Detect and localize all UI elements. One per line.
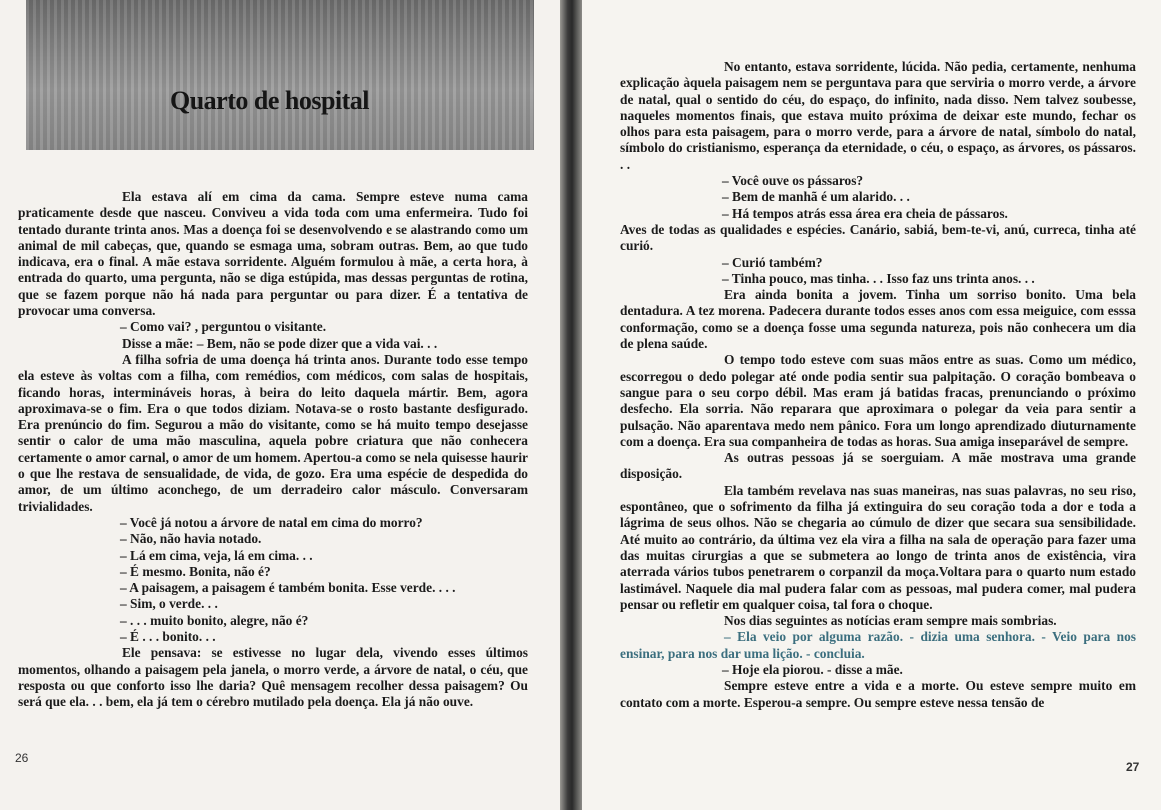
dialogue-line: – Ela veio por alguma razão. - dizia uma senhora. - Veio para nos ensinar, para nos dar uma lição. - concluia. [620,629,1136,661]
dialogue-line: – Sim, o verde. . . [120,596,218,612]
dialogue-line: – Curió também? [722,254,823,270]
paragraph: Aves de todas as qualidades e espécies. Canário, sabiá, bem-te-vi, anú, curreca, tinha até curió. [620,221,1136,254]
right-page [582,0,1161,810]
dialogue-line: – Não, não havia notado. [120,531,262,547]
book-gutter [560,0,582,810]
dialogue-line: – É mesmo. Bonita, não é? [120,563,271,579]
page-number-left: 26 [15,751,29,765]
dialogue-line: – Como vai? , perguntou o visitante. [120,319,327,335]
paragraph: Nos dias seguintes as notícias eram sempre mais sombrias. [724,613,1057,629]
paragraph: Disse a mãe: – Bem, não se pode dizer que a vida vai. . . [122,335,438,351]
paragraph: A filha sofria de uma doença há trinta anos. Durante todo esse tempo ela esteve às voltas com a filha, com remédios, com médicos, com salas de hospitais, ficando horas, intermináveis horas, à beira do leito daquela mártir. Bem, agora aproximava-se o fim. Era o que todos diziam. Notava-se o rosto bastante desfigurado. Era prenúncio do fim. Segurou a mão do visitante, como se há muito tempo desejasse sentir o calor de uma mão masculina, aquela pobre criatura que não conhecera certamente o amor carnal, o amor de um homem. Apertou-a como se nela quisesse haurir o que lhe restava de sensualidade, de vida, de gozo. Era uma espécie de despedida do amor, de um último aconchego, de um derradeiro calor másculo. Conversaram trivialidades. [18,351,528,514]
dialogue-line: – Há tempos atrás essa área era cheia de pássaros. [722,205,1008,221]
dialogue-line: – A paisagem, a paisagem é também bonita. Esse verde. . . . [120,580,456,596]
page-number-right: 27 [1126,760,1140,774]
dialogue-line: – É . . . bonito. . . [120,629,216,645]
dialogue-line: – . . . muito bonito, alegre, não é? [120,612,309,628]
dialogue-line: – Hoje ela piorou. - disse a mãe. [722,661,903,677]
dialogue-line: – Lá em cima, veja, lá em cima. . . [120,547,313,563]
paragraph: Ela estava alí em cima da cama. Sempre esteve numa cama praticamente desde que nasceu. Conviveu a vida toda com uma enfermeira. Tudo foi tentado durante trinta anos. Mas a doença foi se desenvolvendo e se alastrando como um animal de mil cabeças, que, quando se esmaga uma, sobram outras. Bem, ao que tudo indicava, era o final. A mãe estava sorridente. Alguém formulou à mãe, a certa hora, à entrada do quarto, uma pergunta, não se diga estúpida, mas dessas perguntas de rotina, que se fazem porque não há nada para perguntar ou para dizer. É a tentativa de provocar uma conversa. [18,189,528,319]
paragraph: O tempo todo esteve com suas mãos entre as suas. Como um médico, escorregou o dedo polegar até onde podia sentir sua palpitação. O coração bombeava o sangue para o seu corpo débil. Mas eram já batidas fracas, prenunciando o próximo desfecho. Ela sorria. Não reparara que aproximara o polegar da veia para sentir a pulsação. Não aparentava medo nem pânico. Fora um longo aprendizado diuturnamente com a doença. Era sua companheira de todas as horas. Sua amiga inseparável de sempre. [620,352,1136,449]
chapter-header-photo [26,0,534,150]
dialogue-line: – Bem de manhã é um alarido. . . [722,189,910,205]
chapter-title: Quarto de hospital [170,86,370,115]
paragraph: Sempre esteve entre a vida e a morte. Ou esteve sempre muito em contato com a morte. Esperou-a sempre. Ou sempre esteve nessa tensão de [620,678,1136,710]
dialogue-line: – Você já notou a árvore de natal em cima do morro? [120,514,423,530]
paragraph: As outras pessoas já se soerguiam. A mãe mostrava uma grande disposição. [620,450,1136,482]
right-page-body [620,59,1136,711]
paragraph: Ela também revelava nas suas maneiras, nas suas palavras, no seu riso, espontâneo, que o sofrimento da filha já extinguira do seu coração toda a dor e toda a lágrima de seus olhos. Não se chegaria ao cúmulo de dizer que secara sua sensibilidade. Até muito ao contrário, da última vez ela vira a filha na sala de operação para fazer uma das muitas cirurgias a que se submetera ao longo de trinta anos de existência, vira aterrada vários tubos penetrarem o corpanzil da moça.Voltara para o quarto num estado lastimável. Naquele dia mal pudera falar com as pessoas, mal pudera comer, mal pudera pensar ou refletir em qualquer coisa, tal fora o choque. [620,482,1136,612]
paragraph: No entanto, estava sorridente, lúcida. Não pedia, certamente, nenhuma explicação àquela paisagem nem se perguntava para que serviria o morro verde, a árvore de natal, qual o sentido do céu, do espaço, do infinito, nada disso. Nem talvez soubesse, naqueles momentos finais, que estava muito próxima de deixar este mundo, fechar os olhos para esta paisagem, para o morro verde, para a árvore de natal, símbolo do natal, símbolo do cristianismo, esperança da eternidade, o céu, o espaço, as árvores, os pássaros. . . [620,59,1136,172]
paragraph: Ele pensava: se estivesse no lugar dela, vivendo esses últimos momentos, olhando a paisagem pela janela, o morro verde, a árvore de natal, o céu, que resposta ou que conforto isso lhe daria? Quê mensagem recolher dessa paisagem? Ou será que ela. . . bem, ela já tem o cérebro mutilado pela doença. Ela já não ouve. [18,645,528,710]
left-page-body [18,189,528,711]
left-page [0,0,560,810]
dialogue-line: – Tinha pouco, mas tinha. . . Isso faz uns trinta anos. . . [722,270,1035,286]
dialogue-line: – Você ouve os pássaros? [722,173,864,189]
paragraph: Era ainda bonita a jovem. Tinha um sorriso bonito. Uma bela dentadura. A tez morena. Padecera durante todos esses anos com essa meiguice, com esssa conformação, como se a doença fosse uma segunda natureza, pois não conhecera um dia de plena saúde. [620,287,1136,352]
